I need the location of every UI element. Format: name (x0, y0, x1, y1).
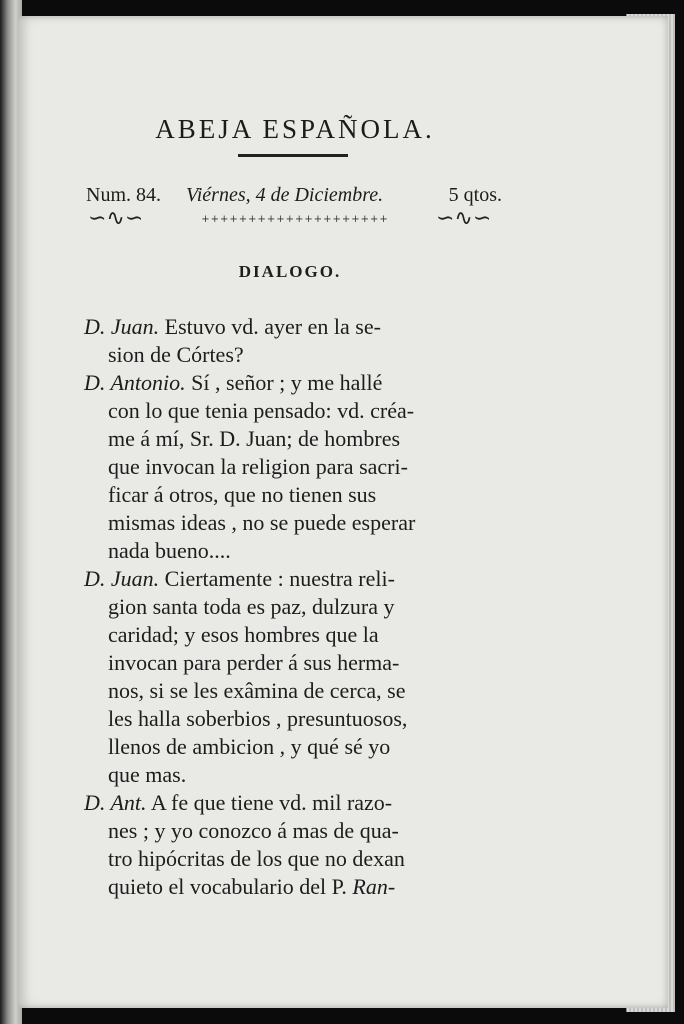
text-line: me á mí, Sr. D. Juan; de hombres (108, 426, 401, 451)
cross-border-ornament: ++++++++++++++++++++ (201, 214, 389, 225)
issue-price: 5 qtos. (448, 184, 502, 206)
text-line: que invocan la religion para sacri- (108, 454, 408, 479)
masthead (86, 184, 502, 208)
text-line: nada bueno.... (108, 538, 231, 563)
title-rule (238, 154, 348, 157)
text-line: D. Ant. A fe que tiene vd. mil razo- (84, 790, 393, 815)
text-line: mismas ideas , no se puede esperar (108, 510, 416, 535)
text-line: caridad; y esos hombres que la (108, 622, 379, 647)
ornament-left-icon: ∽∿∽ (88, 206, 144, 231)
text-line: que mas. (108, 762, 187, 787)
speaker-name: D. Antonio. (84, 370, 186, 395)
speaker-name: D. Juan. (84, 314, 160, 339)
issue-number: Num. 84. (86, 184, 161, 206)
text-line: ficar á otros, que no tienen sus (108, 482, 377, 507)
speaker-name: D. Ant. (84, 790, 147, 815)
ornament-right-icon: ∽∿∽ (436, 206, 492, 231)
page-title: ABEJA ESPAÑOLA. (155, 114, 435, 144)
text-line: invocan para perder á sus herma- (108, 650, 400, 675)
catchword: Ran- (352, 874, 396, 899)
text-line: les halla soberbios , presuntuosos, (108, 706, 408, 731)
section-title: DIALOGO. (238, 262, 342, 281)
text-line: sion de Córtes? (108, 342, 244, 367)
text-line: gion santa toda es paz, dulzura y (108, 594, 395, 619)
text-line: con lo que tenia pensado: vd. créa- (108, 398, 415, 423)
text-line: nes ; y yo conozco á mas de qua- (108, 818, 399, 843)
text-line: llenos de ambicion , y qué sé yo (108, 734, 391, 759)
speaker-name: D. Juan. (84, 566, 160, 591)
issue-date: Viérnes, 4 de Diciembre. (186, 184, 384, 206)
text-line: D. Antonio. Sí , señor ; y me hallé (84, 370, 383, 395)
text-line: tro hipócritas de los que no dexan (108, 846, 405, 871)
text-line: D. Juan. Ciertamente : nuestra reli- (84, 566, 395, 591)
text-line: nos, si se les exâmina de cerca, se (108, 678, 406, 703)
text-line: quieto el vocabulario del P. Ran- (108, 874, 396, 899)
text-line: D. Juan. Estuvo vd. ayer en la se- (84, 314, 381, 339)
